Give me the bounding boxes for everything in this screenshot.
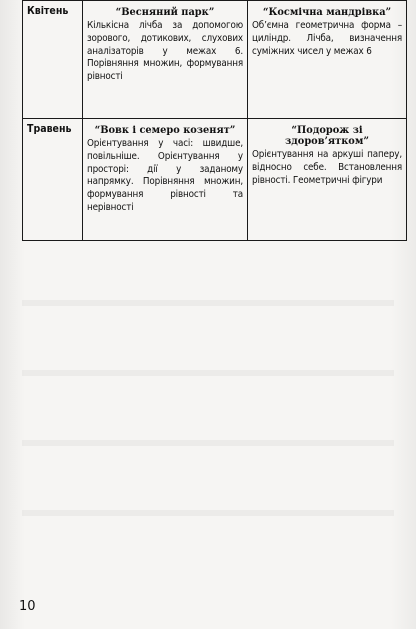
table-row-april (23, 1, 407, 119)
lesson-plan-table (22, 0, 407, 241)
lesson-description: Об’ємна геометрична форма – циліндр. Лічба, визначення суміжних чисел у межах 6 (252, 20, 402, 57)
lesson-title: “Космічна мандрівка” (262, 7, 392, 18)
lesson-title: “Весняний парк” (115, 7, 215, 18)
lesson-title: “Подорож зі здоров’ятком” (285, 125, 369, 147)
bleed-through-line (22, 300, 394, 306)
month-cell: Травень (23, 119, 83, 241)
lesson-description: Орієнтування у часі: швидше, повільніше. Орієнтування у просторі: дії у заданому напрямку. Порівняння множин, формування рівності та нерівності (87, 138, 243, 213)
lesson-title: “Вовк і семеро козенят” (94, 125, 236, 136)
lesson-cell (248, 119, 407, 241)
bleed-through-line (22, 440, 394, 446)
month-cell: Квітень (23, 1, 83, 119)
lesson-description: Кількісна лічба за допомогою зорового, дотикових, слухових аналізаторів у межах 6. Порівняння множин, формування рівності (87, 20, 243, 83)
table-row-may (23, 119, 407, 241)
lesson-cell (83, 119, 248, 241)
bleed-through-line (22, 370, 394, 376)
bleed-through-line (22, 510, 394, 516)
lesson-cell (83, 1, 248, 119)
page-number: 10 (19, 599, 36, 614)
lesson-cell (248, 1, 407, 119)
lesson-description: Орієнтування на аркуші паперу, відносно себе. Встановлення рівності. Геометричні фігури (252, 149, 402, 186)
